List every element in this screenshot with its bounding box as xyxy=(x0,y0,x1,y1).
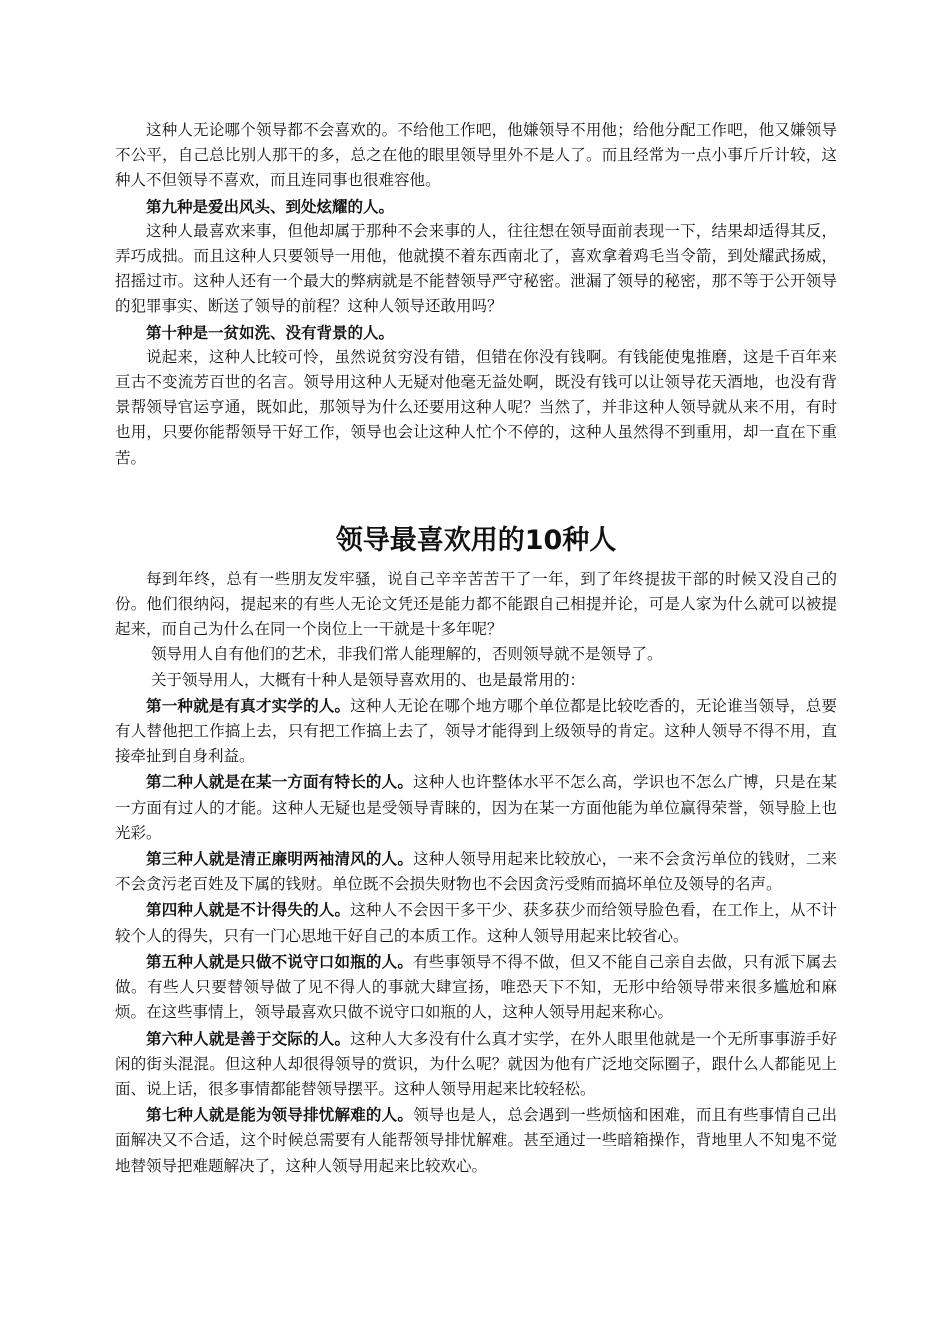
item-text-4: 这种人不会因干多干少、获多获少而给领导脸色看，在工作上，从不计较个人的得失，只有一门心思地干好自己的本质工作。这种人领导用起来比较省心。 xyxy=(115,901,837,945)
item-lead-3: 第三种人就是清正廉明两袖清风的人。 xyxy=(146,849,414,869)
item-lead-4: 第四种人就是不计得失的人。 xyxy=(146,900,351,920)
item-text-2: 这种人也许整体水平不怎么高，学识也不怎么广博，只是在某一方面有过人的才能。这种人无疑也是受领导青睐的，因为在某一方面他能为单位赢得荣誉，领导脸上也光彩。 xyxy=(115,773,837,842)
item-text-3: 这种人领导用起来比较放心，一来不会贪污单位的钱财，二来不会贪污老百姓及下属的钱财。单位既不会损失财物也不会因贪污受贿而搞坏单位及领导的名声。 xyxy=(115,850,837,894)
item-paragraph-5 xyxy=(115,949,837,1026)
item-paragraph-6 xyxy=(115,1026,837,1103)
item-lead-5: 第五种人就是只做不说守口如瓶的人。 xyxy=(146,951,414,971)
paragraph-eighth-type-continued: 这种人无论哪个领导都不会喜欢的。不给他工作吧，他嫌领导不用他；给他分配工作吧，他又嫌领导不公平，自己总比别人那干的多，总之在他的眼里领导里外不是人了。而且经常为一点小事斤斤计较，这种人不但领导不喜欢，而且连同事也很难容他。 xyxy=(115,121,837,190)
heading-ninth-type: 第九种是爱出风头、到处炫耀的人。 xyxy=(146,196,395,216)
item-text-1: 这种人无论在哪个地方哪个单位都是比较吃香的，无论谁当领导，总要有人替他把工作搞上去，只有把工作搞上去了，领导才能得到上级领导的肯定。这种人领导不得不用，直接牵扯到自身利益。 xyxy=(115,696,837,766)
item-paragraph-7 xyxy=(115,1102,837,1179)
intro-paragraph-2: 领导用人自有他们的艺术，非我们常人能理解的，否则领导就不是领导了。 xyxy=(151,645,663,664)
paragraph-tenth-type: 说起来，这种人比较可怜，虽然说贫穷没有错，但错在你没有钱啊。有钱能使鬼推磨，这是千百年来亘古不变流芳百世的名言。领导用这种人无疑对他毫无益处啊，既没有钱可以让领导花天酒地，也没有背景帮领导官运亨通，既如此，那领导为什么还要用这种人呢？当然了，并非这种人领导就从来不用，有时也用，只要你能帮领导干好工作，领导也会让这种人忙个不停的，这种人虽然得不到重用，却一直在下重苦。 xyxy=(115,347,837,467)
item-paragraph-3 xyxy=(115,846,837,897)
heading-tenth-type: 第十种是一贫如洗、没有背景的人。 xyxy=(146,322,395,342)
item-text-5: 有些事领导不得不做，但又不能自己亲自去做，只有派下属去做。有些人只要替领导做了见不得人的事就大肆宣扬，唯恐天下不知，无形中给领导带来很多尴尬和麻烦。在这些事情上，领导最喜欢只做不说守口如瓶的人，这种人领导用起来称心。 xyxy=(115,952,837,1022)
item-lead-7: 第七种人就是能为领导排忧解难的人。 xyxy=(146,1105,414,1125)
item-lead-6: 第六种人就是善于交际的人。 xyxy=(146,1028,351,1048)
item-text-6: 这种人大多没有什么真才实学，在外人眼里他就是一个无所事事游手好闲的街头混混。但这种人却很得领导的赏识，为什么呢？就因为他有广泛地交际圈子，跟什么人都能见上面、说上话，很多事情都能替领导摆平。这种人领导用起来比较轻松。 xyxy=(115,1029,837,1098)
document-page xyxy=(115,118,837,1179)
item-paragraph-1 xyxy=(115,693,837,770)
intro-paragraph-3: 关于领导用人，大概有十种人是领导喜欢用的、也是最常用的： xyxy=(151,670,586,689)
item-lead-1: 第一种就是有真才实学的人。 xyxy=(146,695,351,715)
item-paragraph-2 xyxy=(115,769,837,846)
paragraph-ninth-type: 这种人最喜欢来事，但他却属于那种不会来事的人，往往想在领导面前表现一下，结果却适得其反，弄巧成拙。而且这种人只要领导一用他，他就摸不着东西南北了，喜欢拿着鸡毛当令箭，到处耀武扬威，招摇过市。这种人还有一个最大的弊病就是不能替领导严守秘密。泄漏了领导的秘密，那不等于公开领导的犯罪事实、断送了领导的前程？这种人领导还敢用吗？ xyxy=(115,221,837,316)
item-lead-2: 第二种人就是在某一方面有特长的人。 xyxy=(146,772,414,792)
intro-paragraph-1: 每到年终，总有一些朋友发牢骚，说自己辛辛苦苦干了一年，到了年终提拔干部的时候又没自己的份。他们很纳闷，提起来的有些人无论文凭还是能力都不能跟自己相提并论，可是人家为什么就可以被提起来，而自己为什么在同一个岗位上一干就是十多年呢？ xyxy=(115,569,837,639)
item-text-7: 领导也是人，总会遇到一些烦恼和困难，而且有些事情自己出面解决又不合适，这个时候总需要有人能帮领导排忧解难。甚至通过一些暗箱操作，背地里人不知鬼不觉地替领导把难题解决了，这种人领导用起来比较欢心。 xyxy=(115,1106,837,1175)
item-paragraph-4 xyxy=(115,897,837,948)
section-spacer xyxy=(115,471,837,523)
article-title: 领导最喜欢用的10种人 xyxy=(335,524,617,556)
